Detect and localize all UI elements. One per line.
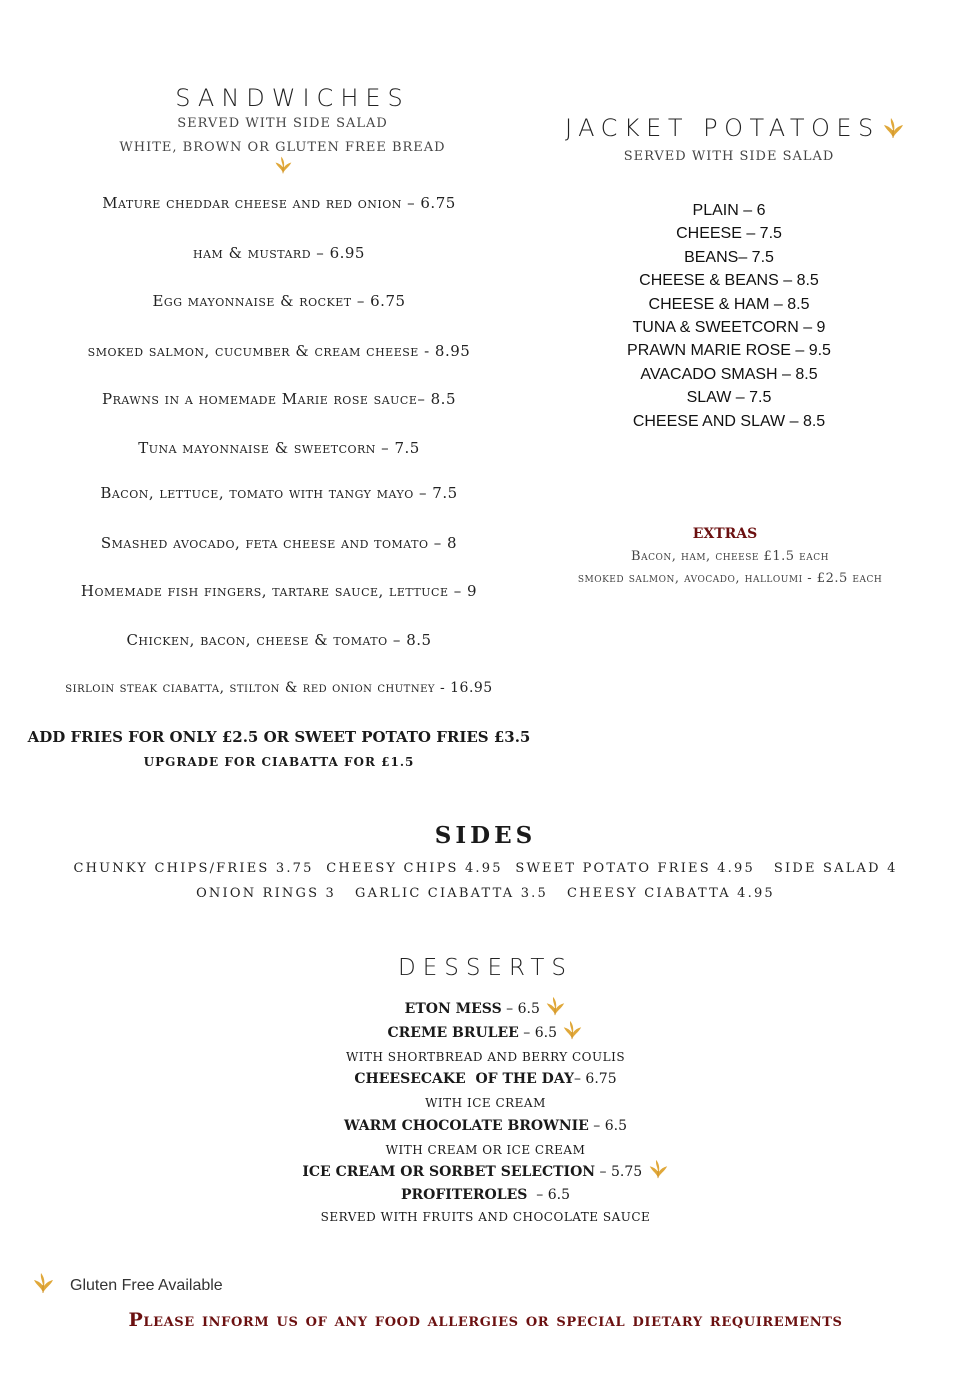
gold-leaf-icon [647, 1158, 669, 1180]
dessert-name: CREME BRULEE [387, 1025, 519, 1041]
dessert-eton-mess [0, 1001, 971, 1017]
dessert-name: CHEESECAKE OF THE DAY [354, 1071, 574, 1087]
add-fries-note: ADD FRIES FOR ONLY £2.5 OR SWEET POTATO FRIES £3.5 [27, 728, 531, 746]
allergy-notice: Please inform us of any food allergies or special dietary requirements [128, 1309, 843, 1331]
sandwich-item: Tuna mayonnaise & sweetcorn – 7.5 [138, 439, 420, 457]
jacket-title-row [565, 114, 925, 142]
sandwiches-bread-note [110, 140, 455, 175]
gold-leaf-icon [273, 155, 293, 175]
sandwich-item: Bacon, lettuce, tomato with tangy mayo – 7.5 [100, 484, 458, 502]
jacket-subtitle: SERVED WITH SIDE SALAD [623, 149, 835, 164]
sides-title: SIDES [434, 822, 537, 849]
dessert-description: WITH SHORTBREAD AND BERRY COULIS [345, 1050, 626, 1064]
jacket-item: BEANS– 7.5 [684, 248, 774, 266]
sandwich-item: smoked salmon, cucumber & cream cheese - 8.95 [87, 342, 471, 360]
sandwiches-title: SANDWICHES [175, 84, 410, 112]
dessert-name: ICE CREAM OR SORBET SELECTION [302, 1164, 596, 1180]
jacket-item: PRAWN MARIE ROSE – 9.5 [627, 342, 831, 360]
sandwich-item: ham & mustard – 6.95 [193, 244, 365, 262]
gold-leaf-icon [31, 1271, 55, 1295]
sandwich-item: Prawns in a homemade Marie rose sauce– 8.5 [102, 390, 456, 408]
gold-leaf-icon [544, 995, 566, 1017]
dessert-price: – 6.5 [527, 1187, 570, 1203]
dessert-price: – 6.5 [588, 1118, 628, 1134]
desserts-title: DESSERTS [398, 955, 573, 981]
jacket-item: CHEESE – 7.5 [676, 225, 782, 243]
dessert-description: SERVED WITH FRUITS AND CHOCOLATE SAUCE [320, 1210, 651, 1224]
jacket-item: CHEESE & HAM – 8.5 [648, 295, 810, 313]
extras-line: Bacon, ham, cheese £1.5 each [631, 549, 829, 564]
extras-title: EXTRAS [692, 526, 758, 542]
dessert-price: – 6.5 [501, 1001, 540, 1017]
jacket-item: TUNA & SWEETCORN – 9 [632, 319, 826, 337]
jacket-item: SLAW – 7.5 [686, 389, 772, 407]
sides-line: ONION RINGS 3 GARLIC CIABATTA 3.5 CHEESY CIABATTA 4.95 [196, 886, 775, 901]
sides-line: CHUNKY CHIPS/FRIES 3.75 CHEESY CHIPS 4.95 SWEET POTATO FRIES 4.95 SIDE SALAD 4 [73, 861, 898, 876]
dessert-description: WITH CREAM OR ICE CREAM [385, 1143, 586, 1157]
jacket-item: CHEESE & BEANS – 8.5 [639, 272, 819, 290]
sandwich-item: Chicken, bacon, cheese & tomato – 8.5 [126, 631, 432, 649]
sandwich-item: Egg mayonnaise & rocket – 6.75 [152, 292, 406, 310]
sandwich-item: Homemade fish fingers, tartare sauce, lettuce – 9 [80, 582, 478, 600]
jacket-list [565, 199, 893, 433]
dessert-creme-brulee [0, 1025, 971, 1041]
bread-note-text: WHITE, BROWN OR GLUTEN FREE BREAD [119, 140, 446, 155]
sandwich-item: sirloin steak ciabatta, stilton & red onion chutney - 16.95 [65, 680, 493, 696]
gold-leaf-icon [881, 116, 905, 140]
dessert-profiteroles [0, 1187, 971, 1203]
extras-line: smoked salmon, avocado, halloumi - £2.5 each [577, 571, 883, 586]
ciabatta-upgrade-note: UPGRADE FOR CIABATTA FOR £1.5 [143, 755, 415, 769]
dessert-brownie [0, 1118, 971, 1134]
jacket-item: PLAIN – 6 [692, 202, 766, 219]
jacket-item: CHEESE AND SLAW – 8.5 [632, 412, 826, 430]
dessert-description: WITH ICE CREAM [425, 1096, 546, 1110]
sandwich-item: Mature cheddar cheese and red onion – 6.75 [102, 194, 456, 212]
jacket-item: AVACADO SMASH – 8.5 [640, 365, 818, 383]
dessert-ice-cream [0, 1164, 971, 1180]
sandwich-item: Smashed avocado, feta cheese and tomato – 8 [100, 534, 458, 552]
dessert-price: – 5.75 [595, 1164, 643, 1180]
dessert-name: WARM CHOCOLATE BROWNIE [343, 1118, 589, 1134]
gluten-free-legend: Gluten Free Available [70, 1277, 223, 1294]
gold-leaf-icon [561, 1019, 583, 1041]
dessert-price: – 6.5 [518, 1025, 558, 1041]
dessert-cheesecake [0, 1071, 971, 1087]
dessert-price: – 6.75 [573, 1071, 617, 1087]
dessert-name: PROFITEROLES [400, 1187, 528, 1203]
dessert-name: ETON MESS [404, 1001, 502, 1017]
sandwiches-subtitle: SERVED WITH SIDE SALAD [177, 116, 388, 131]
jacket-title: JACKET POTATOES [565, 114, 880, 142]
